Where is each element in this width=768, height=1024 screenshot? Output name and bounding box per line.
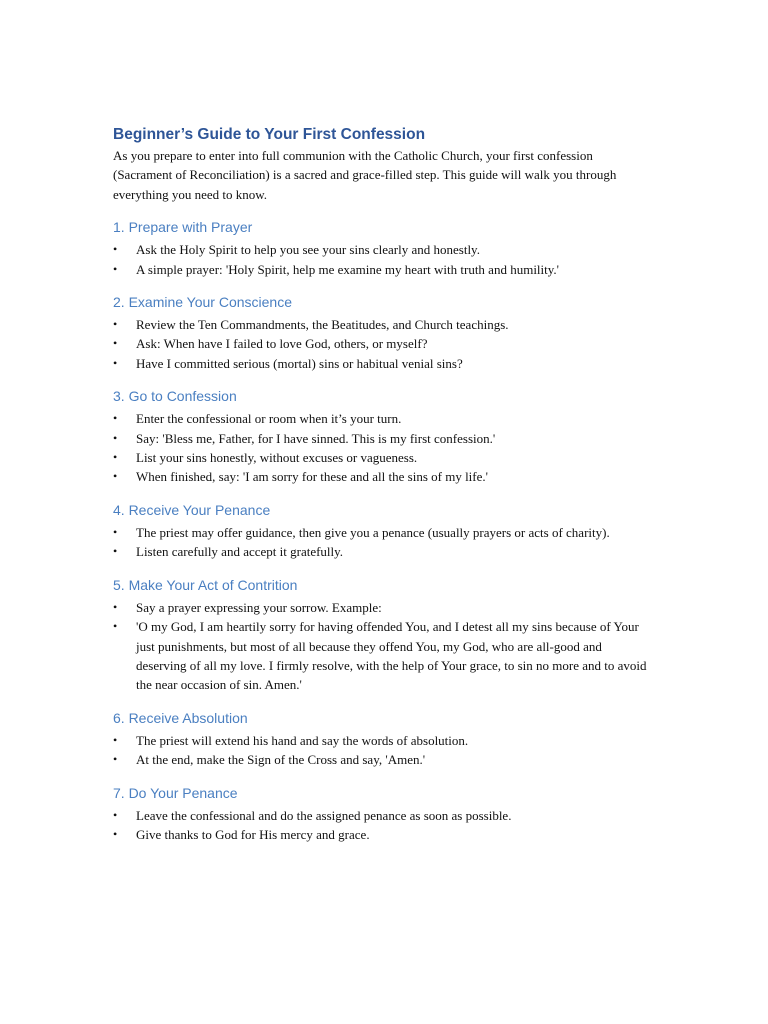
section-heading: 7. Do Your Penance bbox=[113, 784, 238, 801]
bullet-icon: • bbox=[113, 807, 118, 822]
list-item bbox=[113, 448, 653, 467]
list-item-text: Say: 'Bless me, Father, for I have sinned. This is my first confession.' bbox=[136, 430, 496, 446]
list-item bbox=[113, 354, 653, 373]
bullet-icon: • bbox=[113, 355, 118, 370]
section-heading: 2. Examine Your Conscience bbox=[113, 294, 292, 311]
list-item-text: 'O my God, I am heartily sorry for having offended You, and I detest all my sins because of Your just punishments, but most of all because they offend You, my God, who are all-good and deserving of all my love. I firmly resolve, with the help of Your grace, to sin no more and to avoid the near occasion of sin. Amen.' bbox=[136, 619, 647, 693]
list-item bbox=[113, 731, 653, 750]
section-6 bbox=[113, 707, 653, 770]
list-item bbox=[113, 542, 653, 561]
bullet-icon: • bbox=[113, 469, 118, 484]
list-item-text: Have I committed serious (mortal) sins or habitual venial sins? bbox=[136, 355, 463, 371]
list-item bbox=[113, 409, 653, 428]
bullet-list bbox=[113, 315, 653, 373]
list-item-text: Listen carefully and accept it gratefully. bbox=[136, 544, 344, 560]
section-heading: 5. Make Your Act of Contrition bbox=[113, 576, 298, 593]
section-1 bbox=[113, 216, 653, 279]
bullet-list bbox=[113, 240, 653, 279]
list-item bbox=[113, 523, 653, 542]
list-item-text: Ask the Holy Spirit to help you see your sins clearly and honestly. bbox=[136, 242, 480, 258]
bullet-list bbox=[113, 409, 653, 487]
list-item-text: The priest may offer guidance, then give you a penance (usually prayers or acts of charity). bbox=[136, 524, 610, 540]
list-item bbox=[113, 334, 653, 353]
list-item bbox=[113, 750, 653, 769]
document-page bbox=[113, 124, 653, 844]
bullet-icon: • bbox=[113, 826, 118, 841]
list-item-text: At the end, make the Sign of the Cross and say, 'Amen.' bbox=[136, 752, 426, 768]
sections-container bbox=[113, 216, 653, 844]
list-item-text: Review the Ten Commandments, the Beatitudes, and Church teachings. bbox=[136, 317, 509, 333]
bullet-icon: • bbox=[113, 752, 118, 767]
section-5 bbox=[113, 574, 653, 695]
section-7 bbox=[113, 782, 653, 845]
section-heading: 4. Receive Your Penance bbox=[113, 501, 271, 518]
list-item bbox=[113, 315, 653, 334]
bullet-icon: • bbox=[113, 411, 118, 426]
list-item-text: The priest will extend his hand and say the words of absolution. bbox=[136, 732, 469, 748]
list-item-text: Ask: When have I failed to love God, others, or myself? bbox=[136, 336, 428, 352]
list-item bbox=[113, 806, 653, 825]
list-item bbox=[113, 240, 653, 259]
intro-paragraph: As you prepare to enter into full communion with the Catholic Church, your first confession (Sacrament of Reconciliation) is a sacred and grace-filled step. This guide will walk you through everything you need to know. bbox=[113, 148, 617, 202]
bullet-list bbox=[113, 523, 653, 562]
section-2 bbox=[113, 291, 653, 373]
bullet-list bbox=[113, 598, 653, 695]
section-4 bbox=[113, 499, 653, 562]
bullet-icon: • bbox=[113, 544, 118, 559]
list-item bbox=[113, 598, 653, 617]
list-item-text: List your sins honestly, without excuses or vagueness. bbox=[136, 450, 418, 466]
bullet-icon: • bbox=[113, 336, 118, 351]
list-item-text: Say a prayer expressing your sorrow. Example: bbox=[136, 599, 382, 615]
bullet-icon: • bbox=[113, 261, 118, 276]
list-item bbox=[113, 467, 653, 486]
bullet-list bbox=[113, 731, 653, 770]
section-heading: 3. Go to Confession bbox=[113, 388, 237, 405]
list-item-text: Leave the confessional and do the assigned penance as soon as possible. bbox=[136, 807, 512, 823]
bullet-icon: • bbox=[113, 599, 118, 614]
bullet-list bbox=[113, 806, 653, 845]
list-item-text: Give thanks to God for His mercy and grace. bbox=[136, 826, 370, 842]
list-item bbox=[113, 825, 653, 844]
list-item bbox=[113, 260, 653, 279]
bullet-icon: • bbox=[113, 317, 118, 332]
document-title: Beginner’s Guide to Your First Confession bbox=[113, 126, 426, 143]
section-heading: 6. Receive Absolution bbox=[113, 709, 248, 726]
list-item bbox=[113, 429, 653, 448]
list-item-text: When finished, say: 'I am sorry for these and all the sins of my life.' bbox=[136, 469, 488, 485]
bullet-icon: • bbox=[113, 732, 118, 747]
bullet-icon: • bbox=[113, 450, 118, 465]
bullet-icon: • bbox=[113, 430, 118, 445]
bullet-icon: • bbox=[113, 242, 118, 257]
section-heading: 1. Prepare with Prayer bbox=[113, 219, 253, 236]
list-item-text: A simple prayer: 'Holy Spirit, help me examine my heart with truth and humility.' bbox=[136, 261, 560, 277]
list-item-text: Enter the confessional or room when it’s your turn. bbox=[136, 411, 402, 427]
section-3 bbox=[113, 385, 653, 487]
bullet-icon: • bbox=[113, 524, 118, 539]
list-item bbox=[113, 617, 653, 695]
bullet-icon: • bbox=[113, 619, 118, 634]
